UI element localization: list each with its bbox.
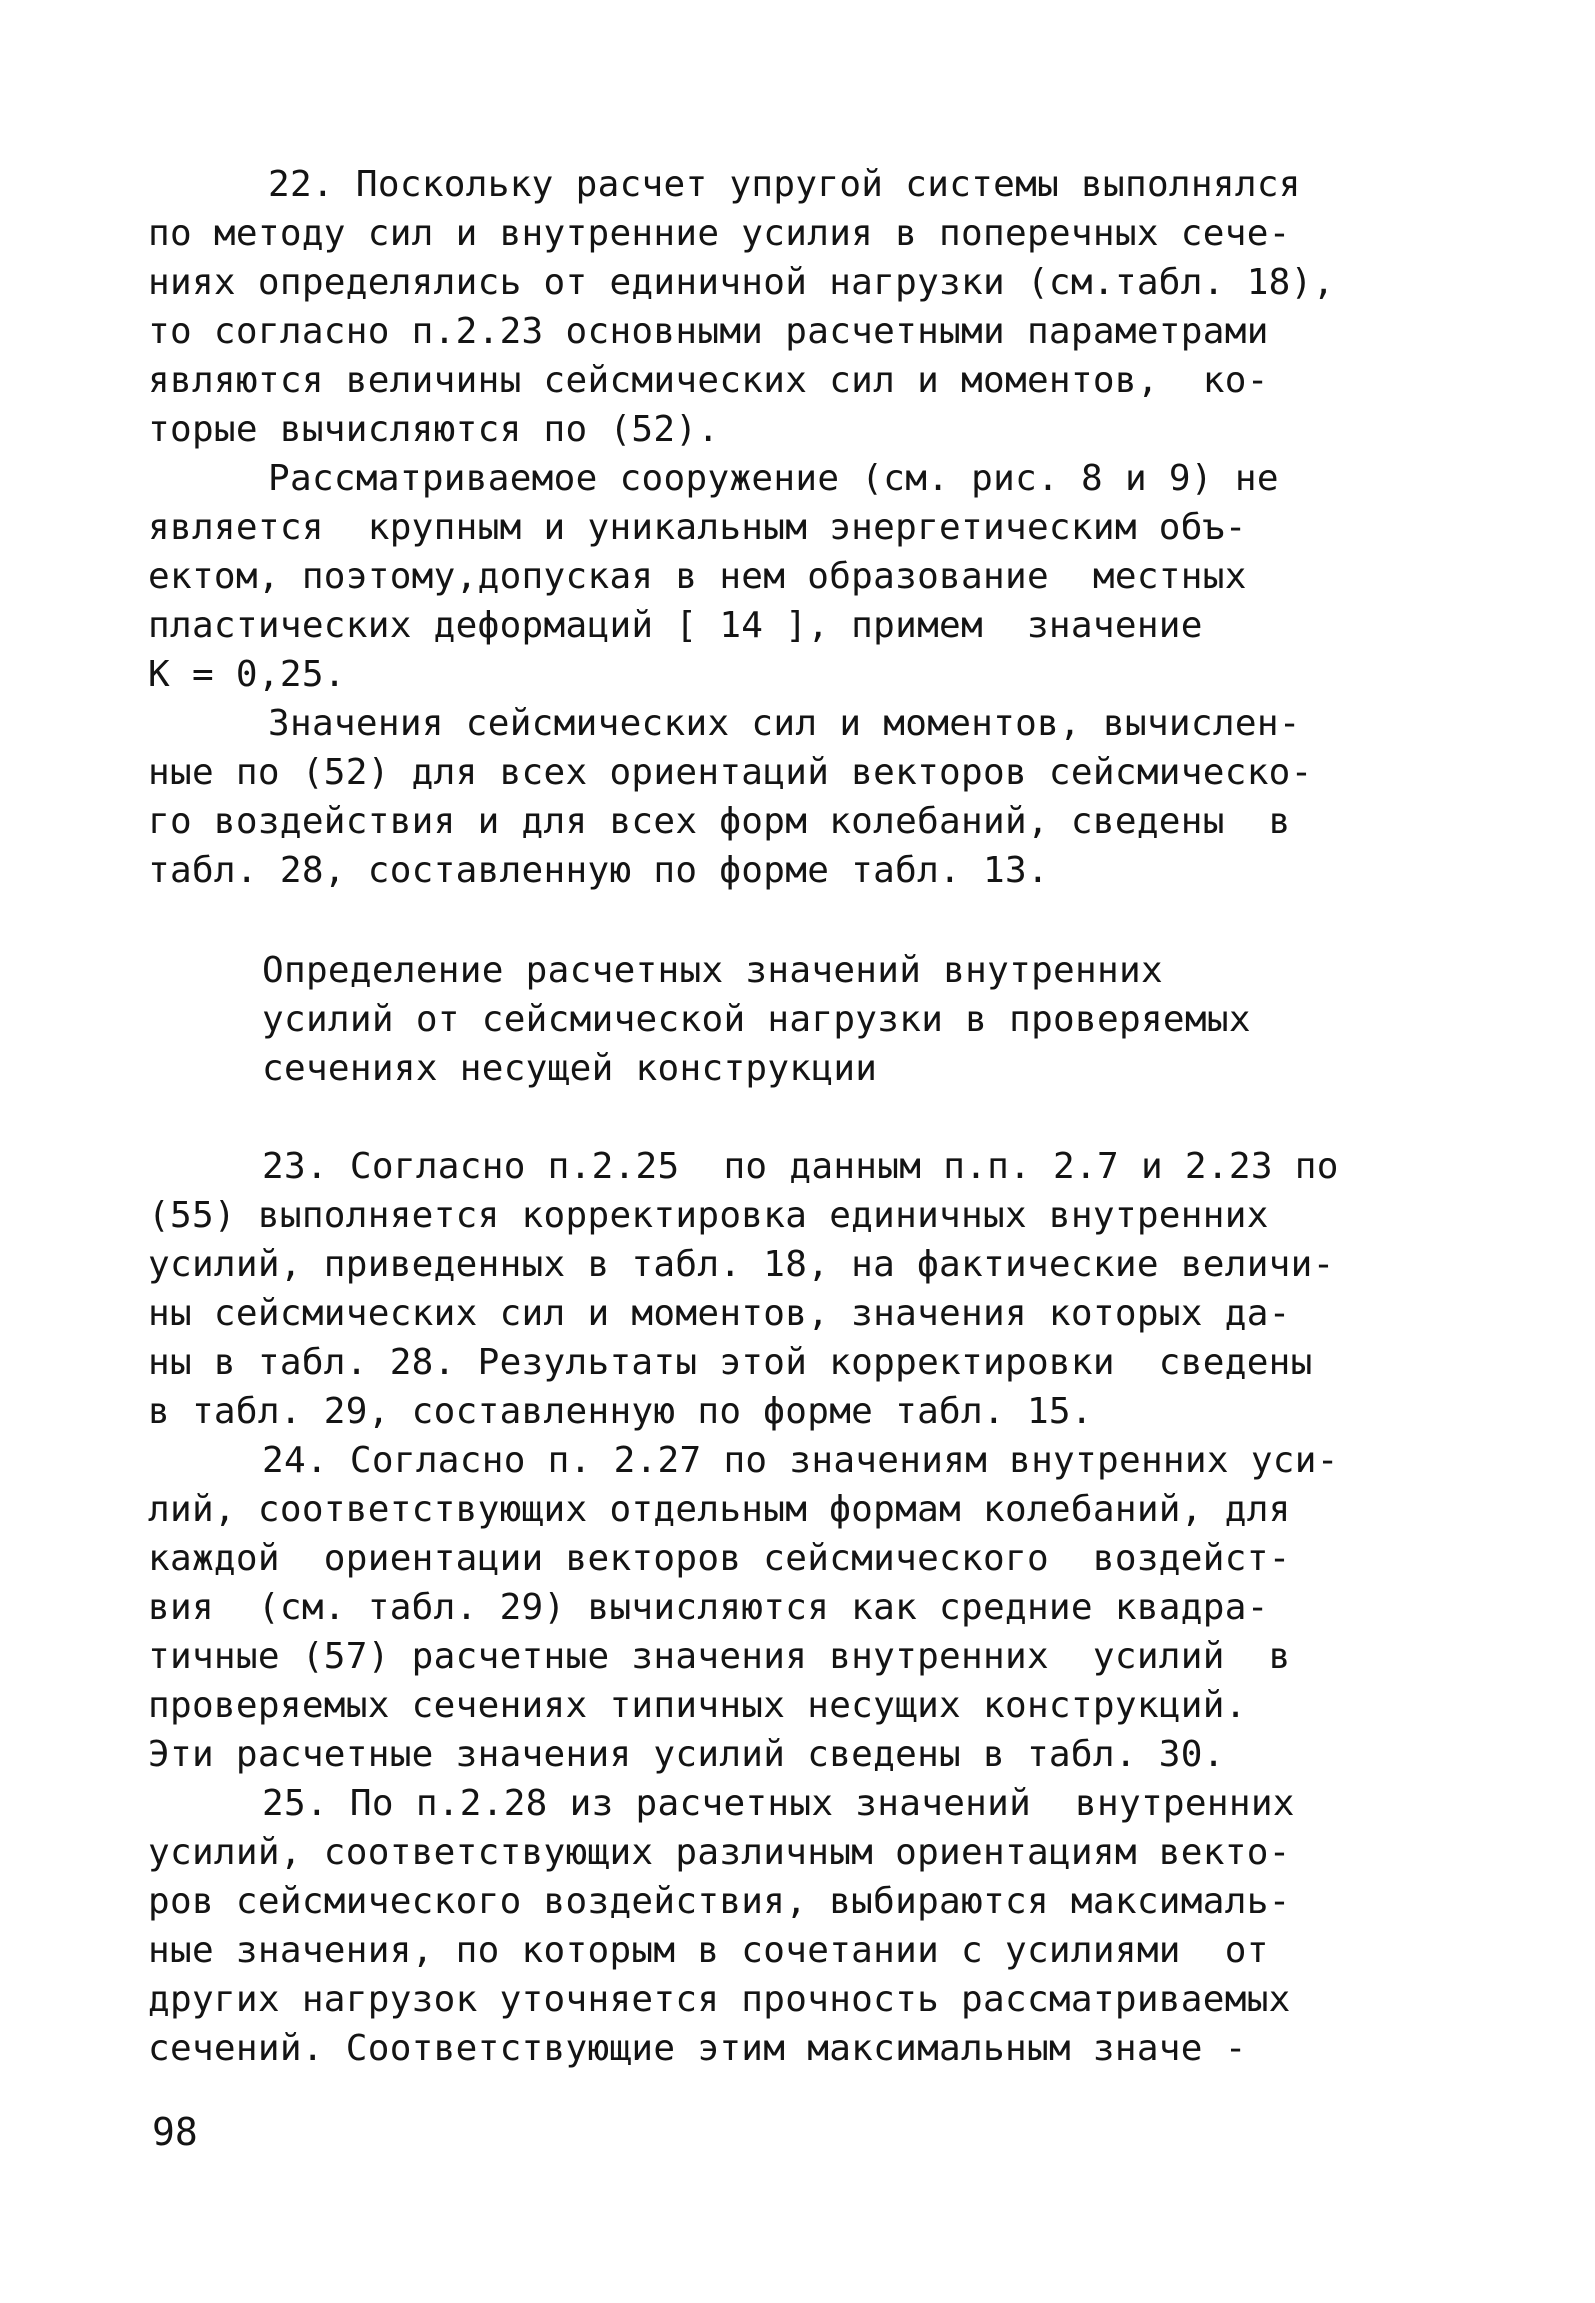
text-line: являются величины сейсмических сил и моментов, ко- bbox=[148, 360, 1269, 401]
text-line: торые вычисляются по (52). bbox=[148, 409, 720, 450]
text-line: других нагрузок уточняется прочность рассматриваемых bbox=[148, 1979, 1291, 2020]
section-heading-line: Определение расчетных значений внутренних bbox=[262, 950, 1163, 991]
text-line: ные по (52) для всех ориентаций векторов сейсмическо- bbox=[148, 752, 1313, 793]
text-line: 22. Поскольку расчет упругой системы выполнялся bbox=[268, 164, 1301, 205]
text-line: Рассматриваемое сооружение (см. рис. 8 и 9) не bbox=[268, 458, 1279, 499]
text-line: пластических деформаций [ 14 ], примем значение bbox=[148, 605, 1203, 646]
text-line: проверяемых сечениях типичных несущих конструкций. bbox=[148, 1685, 1247, 1726]
text-line: лий, соответствующих отдельным формам колебаний, для bbox=[148, 1489, 1291, 1530]
text-line: в табл. 29, составленную по форме табл. 15. bbox=[148, 1391, 1093, 1432]
text-line: является крупным и уникальным энергетическим объ- bbox=[148, 507, 1247, 548]
text-line: ектом, поэтому,допуская в нем образование местных bbox=[148, 556, 1247, 597]
text-line: сечений. Соответствующие этим максимальным значе - bbox=[148, 2028, 1247, 2069]
section-heading-line: усилий от сейсмической нагрузки в проверяемых bbox=[262, 999, 1251, 1040]
text-line: вия (см. табл. 29) вычисляются как средние квадра- bbox=[148, 1587, 1269, 1628]
section-heading-line: сечениях несущей конструкции bbox=[262, 1048, 878, 1089]
text-line: 23. Согласно п.2.25 по данным п.п. 2.7 и 2.23 по bbox=[262, 1146, 1339, 1187]
text-line: го воздействия и для всех форм колебаний, сведены в bbox=[148, 801, 1291, 842]
text-line: ные значения, по которым в сочетании с усилиями от bbox=[148, 1930, 1269, 1971]
text-line: табл. 28, составленную по форме табл. 13. bbox=[148, 850, 1049, 891]
text-line: то согласно п.2.23 основными расчетными параметрами bbox=[148, 311, 1269, 352]
text-line: по методу сил и внутренние усилия в поперечных сече- bbox=[148, 213, 1291, 254]
text-line: ниях определялись от единичной нагрузки (см.табл. 18), bbox=[148, 262, 1335, 303]
text-line: усилий, приведенных в табл. 18, на фактические величи- bbox=[148, 1244, 1335, 1285]
text-line: ны сейсмических сил и моментов, значения которых да- bbox=[148, 1293, 1291, 1334]
text-line: Значения сейсмических сил и моментов, вычислен- bbox=[268, 703, 1301, 744]
text-line: 24. Согласно п. 2.27 по значениям внутренних уси- bbox=[262, 1440, 1339, 1481]
text-line: усилий, соответствующих различным ориентациям векто- bbox=[148, 1832, 1291, 1873]
text-line: тичные (57) расчетные значения внутренних усилий в bbox=[148, 1636, 1291, 1677]
text-line: (55) выполняется корректировка единичных внутренних bbox=[148, 1195, 1269, 1236]
page-number: 98 bbox=[152, 2110, 198, 2154]
text-line: Эти расчетные значения усилий сведены в табл. 30. bbox=[148, 1734, 1225, 1775]
text-line: ров сейсмического воздействия, выбираются максималь- bbox=[148, 1881, 1291, 1922]
text-line: ны в табл. 28. Результаты этой корректировки сведены bbox=[148, 1342, 1313, 1383]
text-line: каждой ориентации векторов сейсмического воздейст- bbox=[148, 1538, 1291, 1579]
text-line: 25. По п.2.28 из расчетных значений внутренних bbox=[262, 1783, 1295, 1824]
text-line: K = 0,25. bbox=[148, 654, 346, 695]
